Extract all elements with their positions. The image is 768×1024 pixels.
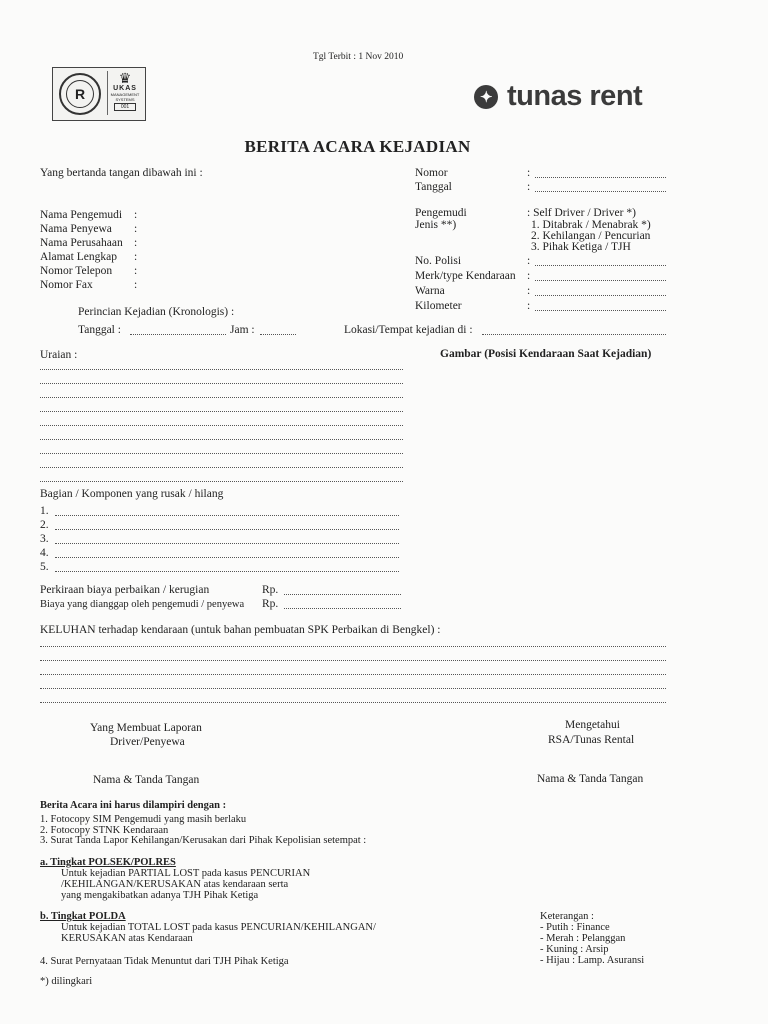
left-field-label: Alamat Lengkap: [40, 251, 117, 263]
jenis-option[interactable]: 1. Ditabrak / Menabrak *): [531, 219, 651, 231]
vehicle-field-label: Warna: [415, 285, 445, 297]
chronology-tanggal-label: Tanggal :: [78, 324, 121, 336]
estimate-cost-field[interactable]: [284, 594, 401, 595]
vehicle-field-label: No. Polisi: [415, 255, 462, 267]
lokasi-field[interactable]: [482, 334, 666, 335]
tanggal-colon: :: [527, 181, 531, 193]
left-field-label: Nomor Fax: [40, 279, 93, 291]
complaint-line[interactable]: [40, 702, 666, 703]
uraian-line[interactable]: [40, 369, 403, 370]
damage-item-field[interactable]: [55, 529, 399, 530]
uraian-line[interactable]: [40, 397, 403, 398]
document-title: BERITA ACARA KEJADIAN: [244, 137, 471, 156]
damage-item-field[interactable]: [55, 515, 399, 516]
keterangan-item: - Kuning : Arsip: [540, 944, 609, 955]
damage-item-field[interactable]: [55, 571, 399, 572]
vehicle-field-label: Merk/type Kendaraan: [415, 270, 516, 282]
nomor-field[interactable]: [535, 177, 666, 178]
attachment-item: 3. Surat Tanda Lapor Kehilangan/Kerusakan dari Pihak Kepolisian setempat :: [40, 835, 367, 846]
uraian-line[interactable]: [40, 481, 403, 482]
borne-cost-label: Biaya yang dianggap oleh pengemudi / penyewa: [40, 599, 245, 610]
jenis-label: Jenis **): [415, 219, 457, 231]
damage-heading: Bagian / Komponen yang rusak / hilang: [40, 488, 224, 500]
attachments-heading: Berita Acara ini harus dilampiri dengan :: [40, 800, 227, 811]
gambar-heading: Gambar (Posisi Kendaraan Saat Kejadian): [440, 348, 652, 360]
uraian-line[interactable]: [40, 467, 403, 468]
left-field-colon: :: [134, 265, 138, 277]
left-field-label: Nomor Telepon: [40, 265, 113, 277]
brand-name: tunas rent: [507, 80, 643, 112]
intro-text: Yang bertanda tangan dibawah ini :: [40, 167, 203, 179]
left-field-label: Nama Pengemudi: [40, 209, 123, 221]
damage-item-field[interactable]: [55, 557, 399, 558]
damage-item-number: 4.: [40, 547, 49, 559]
borne-cost-field[interactable]: [284, 608, 401, 609]
damage-item-number: 3.: [40, 533, 49, 545]
seal-letter: R: [66, 80, 94, 108]
complaint-line[interactable]: [40, 660, 666, 661]
uraian-line[interactable]: [40, 411, 403, 412]
ukas-word: UKAS: [113, 85, 137, 92]
sign-left-line1: Yang Membuat Laporan: [90, 722, 202, 734]
left-field-label: Nama Penyewa: [40, 223, 112, 235]
crown-icon: ♛: [118, 70, 132, 86]
sign-left-line2: Driver/Penyewa: [110, 736, 185, 748]
vehicle-field-colon: :: [527, 300, 531, 312]
estimate-currency: Rp.: [262, 584, 279, 596]
ukas-mark: [107, 71, 142, 115]
tunas-rent-mark-icon: ✦: [474, 85, 498, 109]
chronology-jam-label: Jam :: [230, 324, 255, 336]
a-heading: a. Tingkat POLSEK/POLRES: [40, 857, 176, 868]
ukas-number: 001: [114, 103, 136, 111]
brand-logo: [474, 80, 642, 113]
sign-right-line1: Mengetahui: [565, 719, 620, 731]
tanggal-field[interactable]: [535, 191, 666, 192]
left-field-colon: :: [134, 251, 138, 263]
vehicle-field-colon: :: [527, 285, 531, 297]
attachment-item: 1. Fotocopy SIM Pengemudi yang masih berlaku: [40, 814, 247, 825]
keterangan-item: - Merah : Pelanggan: [540, 933, 626, 944]
uraian-label: Uraian :: [40, 349, 78, 361]
uraian-line[interactable]: [40, 453, 403, 454]
chronology-jam-field[interactable]: [260, 334, 296, 335]
left-field-label: Nama Perusahaan: [40, 237, 123, 249]
uraian-line[interactable]: [40, 383, 403, 384]
vehicle-field-input[interactable]: [535, 310, 666, 311]
nomor-colon: :: [527, 167, 531, 179]
attachment-item-4: 4. Surat Pernyataan Tidak Menuntut dari TJH Pihak Ketiga: [40, 956, 289, 967]
b-heading: b. Tingkat POLDA: [40, 911, 126, 922]
registered-seal-icon: [59, 73, 101, 115]
b-line: Untuk kejadian TOTAL LOST pada kasus PENCURIAN/KEHILANGAN/: [61, 922, 376, 933]
attachment-item: 2. Fotocopy STNK Kendaraan: [40, 824, 169, 836]
vehicle-field-label: Kilometer: [415, 300, 462, 312]
keterangan-item: - Putih : Finance: [540, 922, 610, 933]
sign-right-name: Nama & Tanda Tangan: [537, 773, 644, 785]
a-line: yang mengakibatkan adanya TJH Pihak Ketiga: [61, 890, 259, 901]
ukas-sub: MANAGEMENT SYSTEMS: [110, 92, 140, 102]
uraian-line[interactable]: [40, 425, 403, 426]
a-line: /KEHILANGAN/KERUSAKAN atas kendaraan serta: [61, 879, 289, 890]
keterangan-heading: Keterangan :: [540, 911, 594, 922]
footnote: *) dilingkari: [40, 976, 93, 987]
jenis-option[interactable]: 3. Pihak Ketiga / TJH: [531, 241, 631, 253]
a-line: Untuk kejadian PARTIAL LOST pada kasus PENCURIAN: [61, 868, 311, 879]
nomor-label: Nomor: [415, 167, 448, 179]
complaint-line[interactable]: [40, 688, 666, 689]
borne-currency: Rp.: [262, 598, 279, 610]
sign-right-line2: RSA/Tunas Rental: [548, 734, 635, 746]
vehicle-field-colon: :: [527, 255, 531, 267]
jenis-option[interactable]: 2. Kehilangan / Pencurian: [531, 230, 651, 242]
complaint-line[interactable]: [40, 674, 666, 675]
complaint-label: KELUHAN terhadap kendaraan (untuk bahan pembuatan SPK Perbaikan di Bengkel) :: [40, 624, 441, 636]
vehicle-field-input[interactable]: [535, 295, 666, 296]
left-field-colon: :: [134, 209, 138, 221]
left-field-colon: :: [134, 223, 138, 235]
damage-item-field[interactable]: [55, 543, 399, 544]
estimate-cost-label: Perkiraan biaya perbaikan / kerugian: [40, 584, 210, 596]
uraian-line[interactable]: [40, 439, 403, 440]
vehicle-field-colon: :: [527, 270, 531, 282]
tanggal-label: Tanggal: [415, 181, 452, 193]
sign-left-name: Nama & Tanda Tangan: [93, 774, 200, 786]
lokasi-label: Lokasi/Tempat kejadian di :: [344, 324, 473, 336]
vehicle-field-input[interactable]: [535, 265, 666, 266]
left-field-colon: :: [134, 279, 138, 291]
chronology-heading: Perincian Kejadian (Kronologis) :: [78, 306, 235, 318]
certification-logo: [52, 67, 146, 121]
keterangan-item: - Hijau : Lamp. Asuransi: [540, 955, 645, 966]
chronology-tanggal-field[interactable]: [130, 334, 226, 335]
complaint-line[interactable]: [40, 646, 666, 647]
damage-item-number: 5.: [40, 561, 49, 573]
driver-option[interactable]: : Self Driver / Driver *): [527, 207, 636, 219]
issue-date: Tgl Terbit : 1 Nov 2010: [313, 52, 404, 62]
left-field-colon: :: [134, 237, 138, 249]
b-line: KERUSAKAN atas Kendaraan: [61, 933, 193, 944]
damage-item-number: 1.: [40, 505, 49, 517]
pengemudi-label: Pengemudi: [415, 207, 467, 219]
vehicle-field-input[interactable]: [535, 280, 666, 281]
damage-item-number: 2.: [40, 519, 49, 531]
